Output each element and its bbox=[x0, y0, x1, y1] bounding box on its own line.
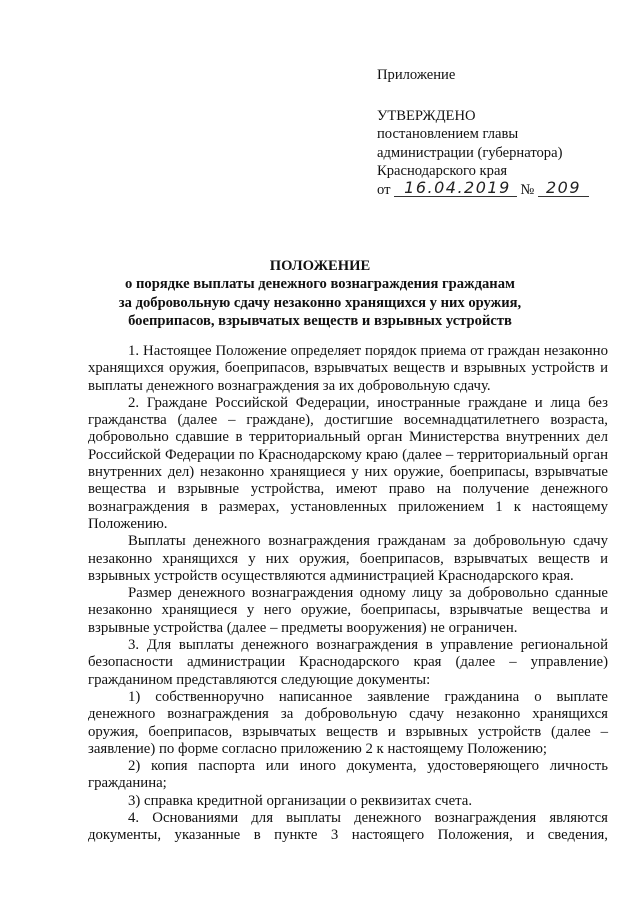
paragraph-6: 1) собственноручно написанное заявление гражданина о выплате денежного вознаграждения за добровольную сдачу незаконно хранящихся оружия, боеприпасов, взрывчатых веществ и взрывных устройств (далее – заявление) по форме согласно приложению 2 к настоящему Положению; bbox=[88, 688, 608, 757]
title-heading: ПОЛОЖЕНИЕ bbox=[269, 258, 371, 274]
number-sign: № bbox=[520, 181, 535, 198]
paragraph-5: 3. Для выплаты денежного вознаграждения в управление региональной безопасности администрации Краснодарского края (далее – управление) гражданином представляются следующие документы: bbox=[88, 637, 608, 688]
approved-by-line-2: администрации (губернатора) bbox=[377, 144, 563, 161]
document-title bbox=[40, 257, 600, 331]
approval-block bbox=[377, 66, 617, 200]
from-prefix: от bbox=[377, 181, 391, 198]
paragraph-8: 3) справка кредитной организации о реквизитах счета. bbox=[128, 792, 473, 809]
handwritten-number: 209 bbox=[538, 180, 589, 197]
title-line-1: о порядке выплаты денежного вознаграждения гражданам bbox=[125, 276, 515, 293]
paragraph-1: 1. Настоящее Положение определяет порядок приема от граждан незаконно хранящихся оружия, боеприпасов, взрывчатых веществ и взрывных устройств и выплаты денежного вознаграждения за их добровольную сдачу. bbox=[88, 343, 608, 394]
title-line-3: боеприпасов, взрывчатых веществ и взрывных устройств bbox=[128, 313, 512, 330]
handwritten-date: 16.04.2019 bbox=[394, 180, 517, 197]
paragraph-2: 2. Граждане Российской Федерации, иностранные граждане и лица без гражданства (далее – граждане), достигшие восемнадцатилетнего возраста, добровольно сдавшие в территориальный орган Министерства внутренних дел Российской Федерации по Краснодарскому краю (далее – территориальный орган внутренних дел) незаконно хранящиеся у них оружие, боеприпасы, взрывчатые вещества и взрывные устройства, имеют право на получение денежного вознаграждения в размерах, установленных приложением 1 к настоящему Положению. bbox=[88, 394, 608, 532]
appendix-label: Приложение bbox=[377, 67, 456, 83]
approved-by-line-3: Краснодарского края bbox=[377, 163, 508, 180]
approved-by-line-1: постановлением главы bbox=[377, 126, 519, 143]
paragraph-9: 4. Основаниями для выплаты денежного вознаграждения являются документы, указанные в пункте 3 настоящего Положения, и сведения, bbox=[88, 810, 608, 844]
paragraph-7: 2) копия паспорта или иного документа, удостоверяющего личность гражданина; bbox=[88, 758, 608, 792]
paragraph-4: Размер денежного вознаграждения одному лицу за добровольно сданные незаконно хранящиеся у него оружие, боеприпасы, взрывчатые вещества и взрывные устройства (далее – предметы вооружения) не ограничен. bbox=[88, 585, 608, 636]
date-number-line bbox=[377, 177, 617, 200]
title-line-2: за добровольную сдачу незаконно хранящихся у них оружия, bbox=[118, 294, 522, 311]
paragraph-3: Выплаты денежного вознаграждения гражданам за добровольную сдачу незаконно хранящихся у них оружия, боеприпасов, взрывчатых веществ и взрывных устройств осуществляются администрацией Краснодарского края. bbox=[88, 533, 608, 584]
approved-label: УТВЕРЖДЕНО bbox=[377, 107, 476, 124]
document-body bbox=[88, 343, 608, 845]
